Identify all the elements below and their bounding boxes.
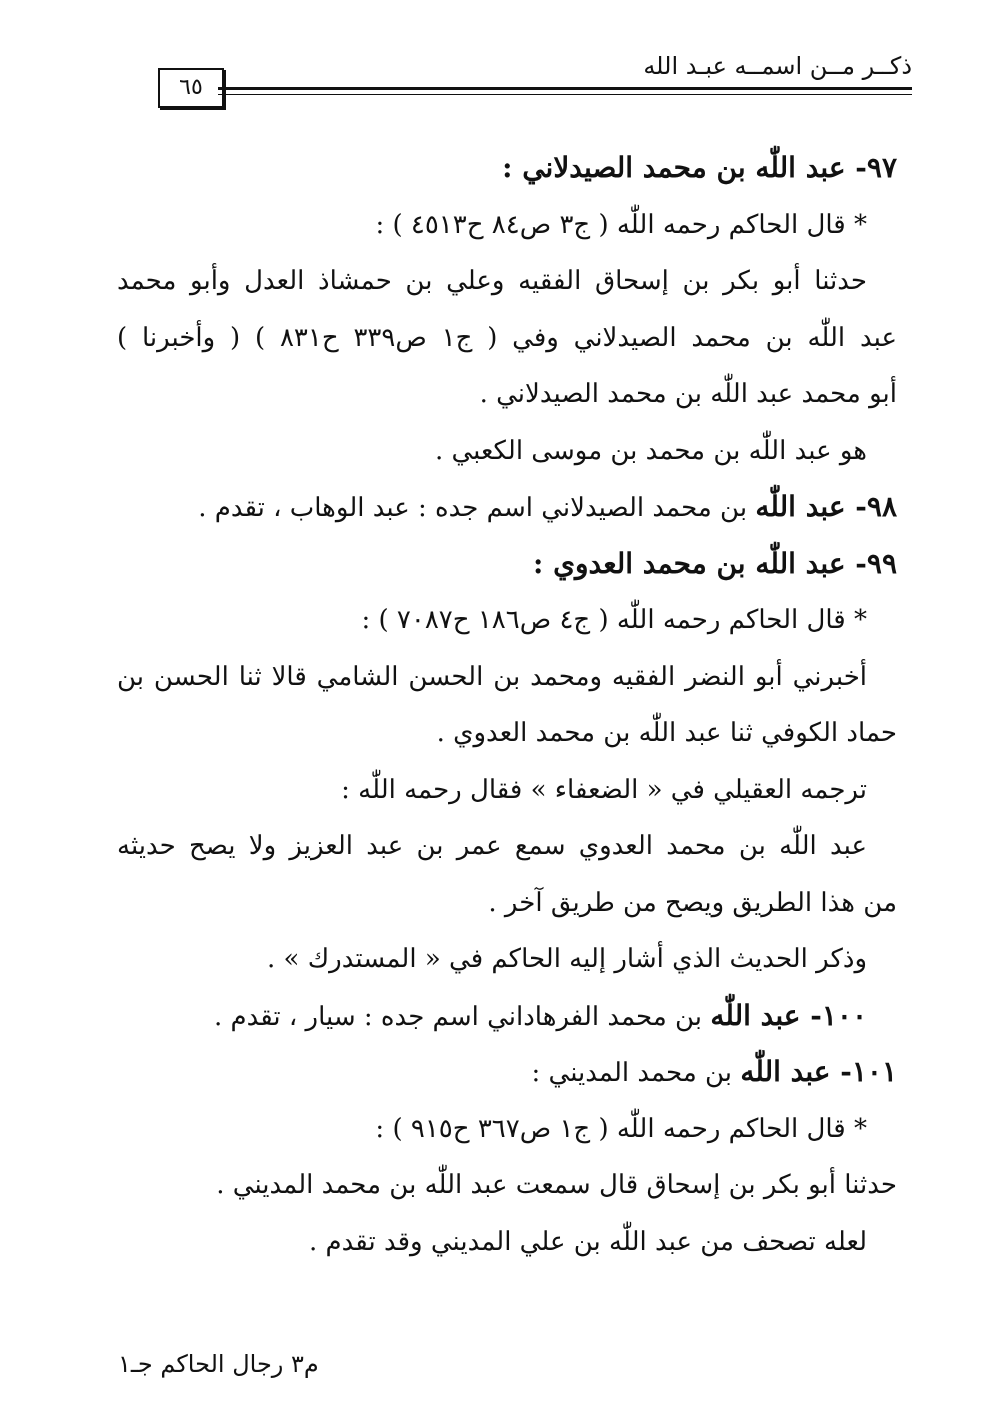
entry-heading-100: ١٠٠- عبد اللّٰه — [710, 998, 867, 1032]
text-line: أخبرني أبو النضر الفقيه ومحمد بن الحسن الشامي قالا ثنا الحسن بن — [117, 661, 867, 692]
text-line: ترجمه العقيلي في « الضعفاء » فقال رحمه اللّٰه : — [341, 774, 867, 805]
entry-heading-97: ٩٧- عبد اللّٰه بن محمد الصيدلاني : — [502, 151, 897, 184]
entry-heading-99: ٩٩- عبد اللّٰه بن محمد العدوي : — [533, 546, 897, 580]
entry-line-100 — [117, 988, 897, 1045]
entry-text: بن محمد المديني : — [531, 1058, 741, 1088]
entry-text: بن محمد الفرهاداني اسم جده : سيار ، تقدم . — [213, 1001, 711, 1032]
text-line: لعله تصحف من عبد اللّٰه بن علي المديني وقد تقدم . — [309, 1226, 867, 1257]
text-line: أبو محمد عبد اللّٰه بن محمد الصيدلاني . — [479, 379, 897, 409]
citation-line: * قال الحاكم رحمه اللّٰه ( ج٤ ص١٨٦ ح٧٠٨٧ ) : — [361, 605, 867, 635]
text-line: هو عبد اللّٰه بن محمد بن موسى الكعبي . — [434, 435, 867, 466]
text-line: حماد الكوفي ثنا عبد اللّٰه بن محمد العدوي . — [436, 718, 897, 748]
text-line: وذكر الحديث الذي أشار إليه الحاكم في « المستدرك » . — [267, 944, 867, 974]
entry-line-101 — [117, 1044, 897, 1101]
text-line: حدثنا أبو بكر بن إسحاق قال سمعت عبد اللّٰه بن محمد المديني . — [216, 1170, 897, 1200]
entry-heading-98: ٩٨- عبد اللّٰه — [755, 490, 897, 523]
header-rule-thin — [218, 94, 912, 95]
entry-text: بن محمد الصيدلاني اسم جده : عبد الوهاب ، تقدم . — [198, 493, 756, 523]
citation-line: * قال الحاكم رحمه اللّٰه ( ج١ ص٣٦٧ ح٩١٥ ) : — [375, 1113, 867, 1144]
page-number-box: ٦٥ — [158, 68, 224, 108]
text-line: عبد اللّٰه بن محمد العدوي سمع عمر بن عبد العزيز ولا يصح حديثه — [117, 831, 867, 861]
signature-footer: م٣ رجال الحاكم جـ١ — [118, 1350, 319, 1378]
text-line: من هذا الطريق ويصح من طريق آخر . — [488, 887, 897, 918]
entry-heading-101: ١٠١- عبد اللّٰه — [740, 1055, 897, 1088]
text-line: حدثنا أبو بكر بن إسحاق الفقيه وعلي بن حمشاذ العدل وأبو محمد — [117, 266, 867, 296]
citation-line: * قال الحاكم رحمه اللّٰه ( ج٣ ص٨٤ ح٤٥١٣ ) : — [375, 209, 867, 240]
entry-line-98 — [117, 479, 897, 536]
text-line: عبد اللّٰه بن محمد الصيدلاني وفي ( ج١ ص٣٣٩ ح٨٣١ ) ( وأخبرنا ) — [117, 322, 897, 353]
header-rule-thick — [218, 87, 912, 90]
page-body — [117, 140, 897, 1270]
running-header-title: ذكــر مــن اسمــه عبـد الله — [643, 52, 912, 80]
